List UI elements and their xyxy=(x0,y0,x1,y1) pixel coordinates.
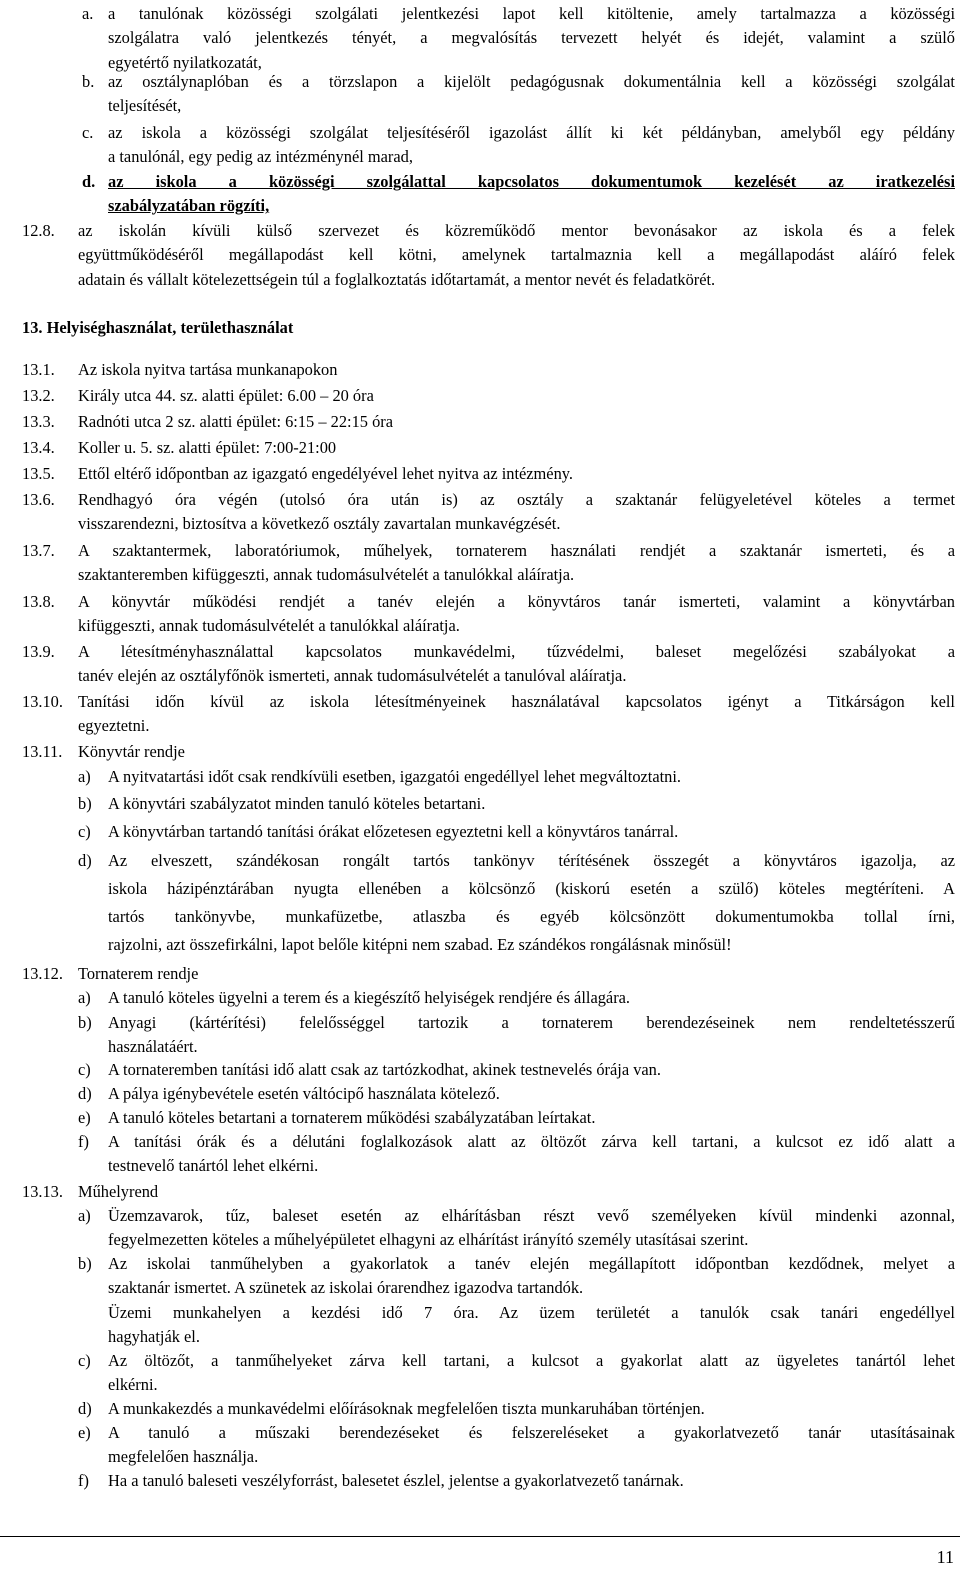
sub-line: rajzolni, azt összefirkálni, lapot belőle kitépni nem szabad. Ez szándékos rongálásnak minősül! xyxy=(108,935,732,954)
list-label: c. xyxy=(82,123,94,142)
sub-label: a) xyxy=(78,1206,91,1225)
sub-line: testnevelő tanártól lehet elkérni. xyxy=(108,1156,319,1176)
item-13-6 xyxy=(0,488,960,537)
item-13-10 xyxy=(0,690,960,739)
list-line: teljesítését, xyxy=(108,96,182,116)
sub-item-13-12-c xyxy=(0,1058,960,1082)
item-line: szaktanteremben kifüggeszti, annak tudomásulvételét a tanulókkal aláíratja. xyxy=(78,565,575,585)
sub-line: A tanuló köteles ügyelni a terem és a kiegészítő helyiségek rendjére és állagára. xyxy=(108,988,631,1007)
list-line: a tanulónak közösségi szolgálati jelentkezési lapot kell kitöltenie, amely tartalmazza a közösségi xyxy=(108,4,955,23)
list-line: az iskola a közösségi szolgálattal kapcsolatos dokumentumok kezelését az iratkezelési xyxy=(108,172,955,191)
sub-item-13-13-d xyxy=(0,1397,960,1421)
item-line: együttműködéséről megállapodást kell kötni, amelynek tartalmaznia kell a megállapodást aláíró felek xyxy=(78,245,955,265)
sub-label: f) xyxy=(78,1132,89,1151)
sub-item-13-13-e xyxy=(0,1421,960,1470)
sub-item-13-11-c xyxy=(0,820,960,844)
sub-label: b) xyxy=(78,1254,92,1273)
sub-line: hagyhatják el. xyxy=(108,1327,200,1347)
item-13-11 xyxy=(0,740,960,764)
item-13-1 xyxy=(0,358,960,382)
sub-label: b) xyxy=(78,1013,92,1032)
item-13-9 xyxy=(0,640,960,689)
item-number: 13.3. xyxy=(22,412,55,431)
sub-label: c) xyxy=(78,1060,91,1079)
sub-item-13-11-d xyxy=(0,847,960,959)
item-line: egyeztetni. xyxy=(78,716,150,736)
sub-label: c) xyxy=(78,1351,91,1370)
sub-line: Üzemzavarok, tűz, baleset esetén az elhárításban részt vevő személyeken kívül mindenki azonnal, xyxy=(108,1206,955,1225)
sub-line: A munkakezdés a munkavédelmi előírásoknak megfelelően tiszta munkaruhában történjen. xyxy=(108,1399,705,1418)
item-line: A könyvtár működési rendjét a tanév elején a könyvtáros tanár ismerteti, valamint a könyvtárban xyxy=(78,592,955,611)
sub-item-13-12-f xyxy=(0,1130,960,1179)
sub-label: d) xyxy=(78,1399,92,1418)
item-line: Az iskola nyitva tartása munkanapokon xyxy=(78,360,338,379)
item-title: Tornaterem rendje xyxy=(78,964,199,983)
list-line: az osztálynaplóban és a törzslapon a kijelölt pedagógusnak dokumentálnia kell a közösségi szolgálat xyxy=(108,72,955,91)
list-line: a tanulónál, egy pedig az intézménynél marad, xyxy=(108,147,413,167)
sub-label: d) xyxy=(78,1084,92,1103)
sub-line: fegyelmezetten köteles a műhelyépületet elhagyni az elhárítást irányító személy utasításai szerint. xyxy=(108,1230,749,1250)
sub-item-13-12-b xyxy=(0,1011,960,1060)
item-line: Tanítási időn kívül az iskola létesítményeinek használatával kapcsolatos igényt a Titkárságon kell xyxy=(78,692,955,711)
sub-line: A tanuló a műszaki berendezéseket és felszereléseket a gyakorlatvezető tanár utasításainak xyxy=(108,1423,955,1442)
footer-divider xyxy=(0,1536,960,1537)
item-line: visszarendezni, biztosítva a következő osztály zavartalan munkavégzését. xyxy=(78,514,561,534)
item-number: 13.9. xyxy=(22,642,55,661)
sub-item-13-13-b xyxy=(0,1252,960,1350)
item-number: 13.1. xyxy=(22,360,55,379)
item-line: Rendhagyó óra végén (utolsó óra után is) az osztály a szaktanár felügyeletével köteles a termet xyxy=(78,490,955,509)
item-13-13 xyxy=(0,1180,960,1204)
list-label: a. xyxy=(82,4,94,23)
sub-line: Anyagi (kártérítési) felelősséggel tartozik a tornaterem berendezéseinek nem rendeltetésszerű xyxy=(108,1013,955,1032)
item-13-5 xyxy=(0,462,960,486)
alpha-item-a xyxy=(0,2,960,75)
sub-line: Az elveszett, szándékosan rongált tartós tankönyv térítésének összegét a könyvtáros igazolja, az xyxy=(108,851,955,870)
item-number: 13.5. xyxy=(22,464,55,483)
item-number: 13.4. xyxy=(22,438,55,457)
item-line: Koller u. 5. sz. alatti épület: 7:00-21:00 xyxy=(78,438,337,457)
item-number: 13.2. xyxy=(22,386,55,405)
sub-label: f) xyxy=(78,1471,89,1490)
item-number: 13.8. xyxy=(22,592,55,611)
sub-line: A tanítási órák és a délutáni foglalkozások alatt az öltözőt zárva kell tartani, a kulcsot ez idő alatt a xyxy=(108,1132,955,1151)
item-line: A szaktantermek, laboratóriumok, műhelyek, tornaterem használati rendjét a szaktanár ismerteti, és a xyxy=(78,541,955,560)
page-number: 11 xyxy=(936,1547,954,1567)
item-line: Radnóti utca 2 sz. alatti épület: 6:15 – 22:15 óra xyxy=(78,412,393,431)
item-number: 13.6. xyxy=(22,490,55,509)
item-13-7 xyxy=(0,539,960,588)
sub-item-13-11-b xyxy=(0,792,960,816)
sub-line: A tanuló köteles betartani a tornaterem működési szabályzatában leírtakat. xyxy=(108,1108,596,1127)
sub-label: d) xyxy=(78,851,92,870)
sub-label: e) xyxy=(78,1423,91,1442)
list-line: egyetértő nyilatkozatát, xyxy=(108,52,262,72)
item-title: Műhelyrend xyxy=(78,1182,159,1201)
sub-item-13-13-c xyxy=(0,1349,960,1398)
sub-line: Az öltözőt, a tanműhelyeket zárva kell tartani, a kulcsot a gyakorlat alatt az ügyeletes tanártól lehet xyxy=(108,1351,955,1370)
item-13-3 xyxy=(0,410,960,434)
sub-line: megfelelően használja. xyxy=(108,1447,259,1467)
item-13-4 xyxy=(0,436,960,460)
sub-line: elkérni. xyxy=(108,1375,158,1395)
sub-item-13-13-a xyxy=(0,1204,960,1253)
list-label: b. xyxy=(82,72,95,91)
section-heading: 13. Helyiséghasználat, területhasználat xyxy=(22,318,294,337)
item-number: 13.7. xyxy=(22,541,55,560)
item-13-2 xyxy=(0,384,960,408)
item-number: 13.12. xyxy=(22,964,63,983)
sub-line: A pálya igénybevétele esetén váltócipő használata kötelező. xyxy=(108,1084,500,1103)
alpha-item-c xyxy=(0,121,960,170)
item-number: 13.13. xyxy=(22,1182,63,1201)
item-line: A létesítményhasználattal kapcsolatos munkavédelmi, tűzvédelmi, baleset megelőzési szabályokat a xyxy=(78,642,955,661)
sub-item-13-11-a xyxy=(0,765,960,789)
item-line: kifüggeszti, annak tudomásulvételét a tanulókkal aláíratja. xyxy=(78,616,460,636)
list-line: szolgálatra való jelentkezés tényét, a megvalósítás tervezett helyét és idejét, valamint a szülő xyxy=(108,28,955,48)
sub-line: A tornateremben tanítási idő alatt csak az tartózkodhat, akinek testnevelés órája van. xyxy=(108,1060,661,1079)
item-13-8 xyxy=(0,590,960,639)
sub-label: a) xyxy=(78,767,91,786)
item-12-8 xyxy=(0,219,960,292)
item-line: adatain és vállalt kötelezettségein túl a foglalkoztatás időtartamát, a mentor nevét és feladatkörét. xyxy=(78,269,716,289)
sub-line: A nyitvatartási időt csak rendkívüli esetben, igazgatói engedéllyel lehet megváltoztatni. xyxy=(108,767,682,786)
list-line: szabályzatában rögzíti, xyxy=(108,196,270,216)
sub-label: a) xyxy=(78,988,91,1007)
item-number: 13.10. xyxy=(22,692,63,711)
sub-line: használatáért. xyxy=(108,1037,198,1057)
sub-item-13-12-a xyxy=(0,986,960,1010)
item-number: 13.11. xyxy=(22,742,63,761)
item-line: tanév elején az osztályfőnök ismerteti, annak tudomásulvételét a tanulóval aláíratja. xyxy=(78,666,627,686)
sub-line: szaktanár ismertet. A szünetek az iskolai órarendhez igazodva tartandók. xyxy=(108,1278,584,1298)
sub-line: A könyvtári szabályzatot minden tanuló köteles betartani. xyxy=(108,794,486,813)
item-number: 12.8. xyxy=(22,221,55,240)
item-13-12 xyxy=(0,962,960,986)
item-line: az iskolán kívüli külső szervezet és közreműködő mentor bevonásakor az iskola és a felek xyxy=(78,221,955,240)
sub-label: b) xyxy=(78,794,92,813)
item-line: Király utca 44. sz. alatti épület: 6.00 – 20 óra xyxy=(78,386,374,405)
sub-line: Üzemi munkahelyen a kezdési idő 7 óra. Az üzem területét a tanulók csak tanári engedéllyel xyxy=(108,1302,955,1322)
item-line: Ettől eltérő időpontban az igazgató engedélyével lehet nyitva az intézmény. xyxy=(78,464,574,483)
sub-line: Az iskolai tanműhelyben a gyakorlatok a tanév elején megállapított időpontban kezdődnek, melyet a xyxy=(108,1254,955,1273)
alpha-item-b xyxy=(0,70,960,119)
list-line: az iskola a közösségi szolgálat teljesítéséről igazolást állít ki két példányban, amelyből egy példány xyxy=(108,123,955,142)
sub-line: A könyvtárban tartandó tanítási órákat előzetesen egyeztetni kell a könyvtáros tanárral. xyxy=(108,822,679,841)
sub-line: Ha a tanuló baleseti veszélyforrást, balesetet észlel, jelentse a gyakorlatvezető tanárnak. xyxy=(108,1471,684,1490)
sub-label: c) xyxy=(78,822,91,841)
alpha-item-d xyxy=(0,170,960,219)
item-title: Könyvtár rendje xyxy=(78,742,185,761)
sub-item-13-13-f xyxy=(0,1469,960,1493)
sub-item-13-12-e xyxy=(0,1106,960,1130)
list-label: d. xyxy=(82,172,96,191)
sub-line: tartós tankönyvbe, munkafüzetbe, atlaszba és egyéb kölcsönzött dokumentumokba tollal írni, xyxy=(108,907,955,926)
sub-label: e) xyxy=(78,1108,91,1127)
sub-item-13-12-d xyxy=(0,1082,960,1106)
sub-line: iskola házipénztárában nyugta ellenében a kölcsönző (kiskorú esetén a szülő) köteles megtéríteni. A xyxy=(108,879,955,898)
